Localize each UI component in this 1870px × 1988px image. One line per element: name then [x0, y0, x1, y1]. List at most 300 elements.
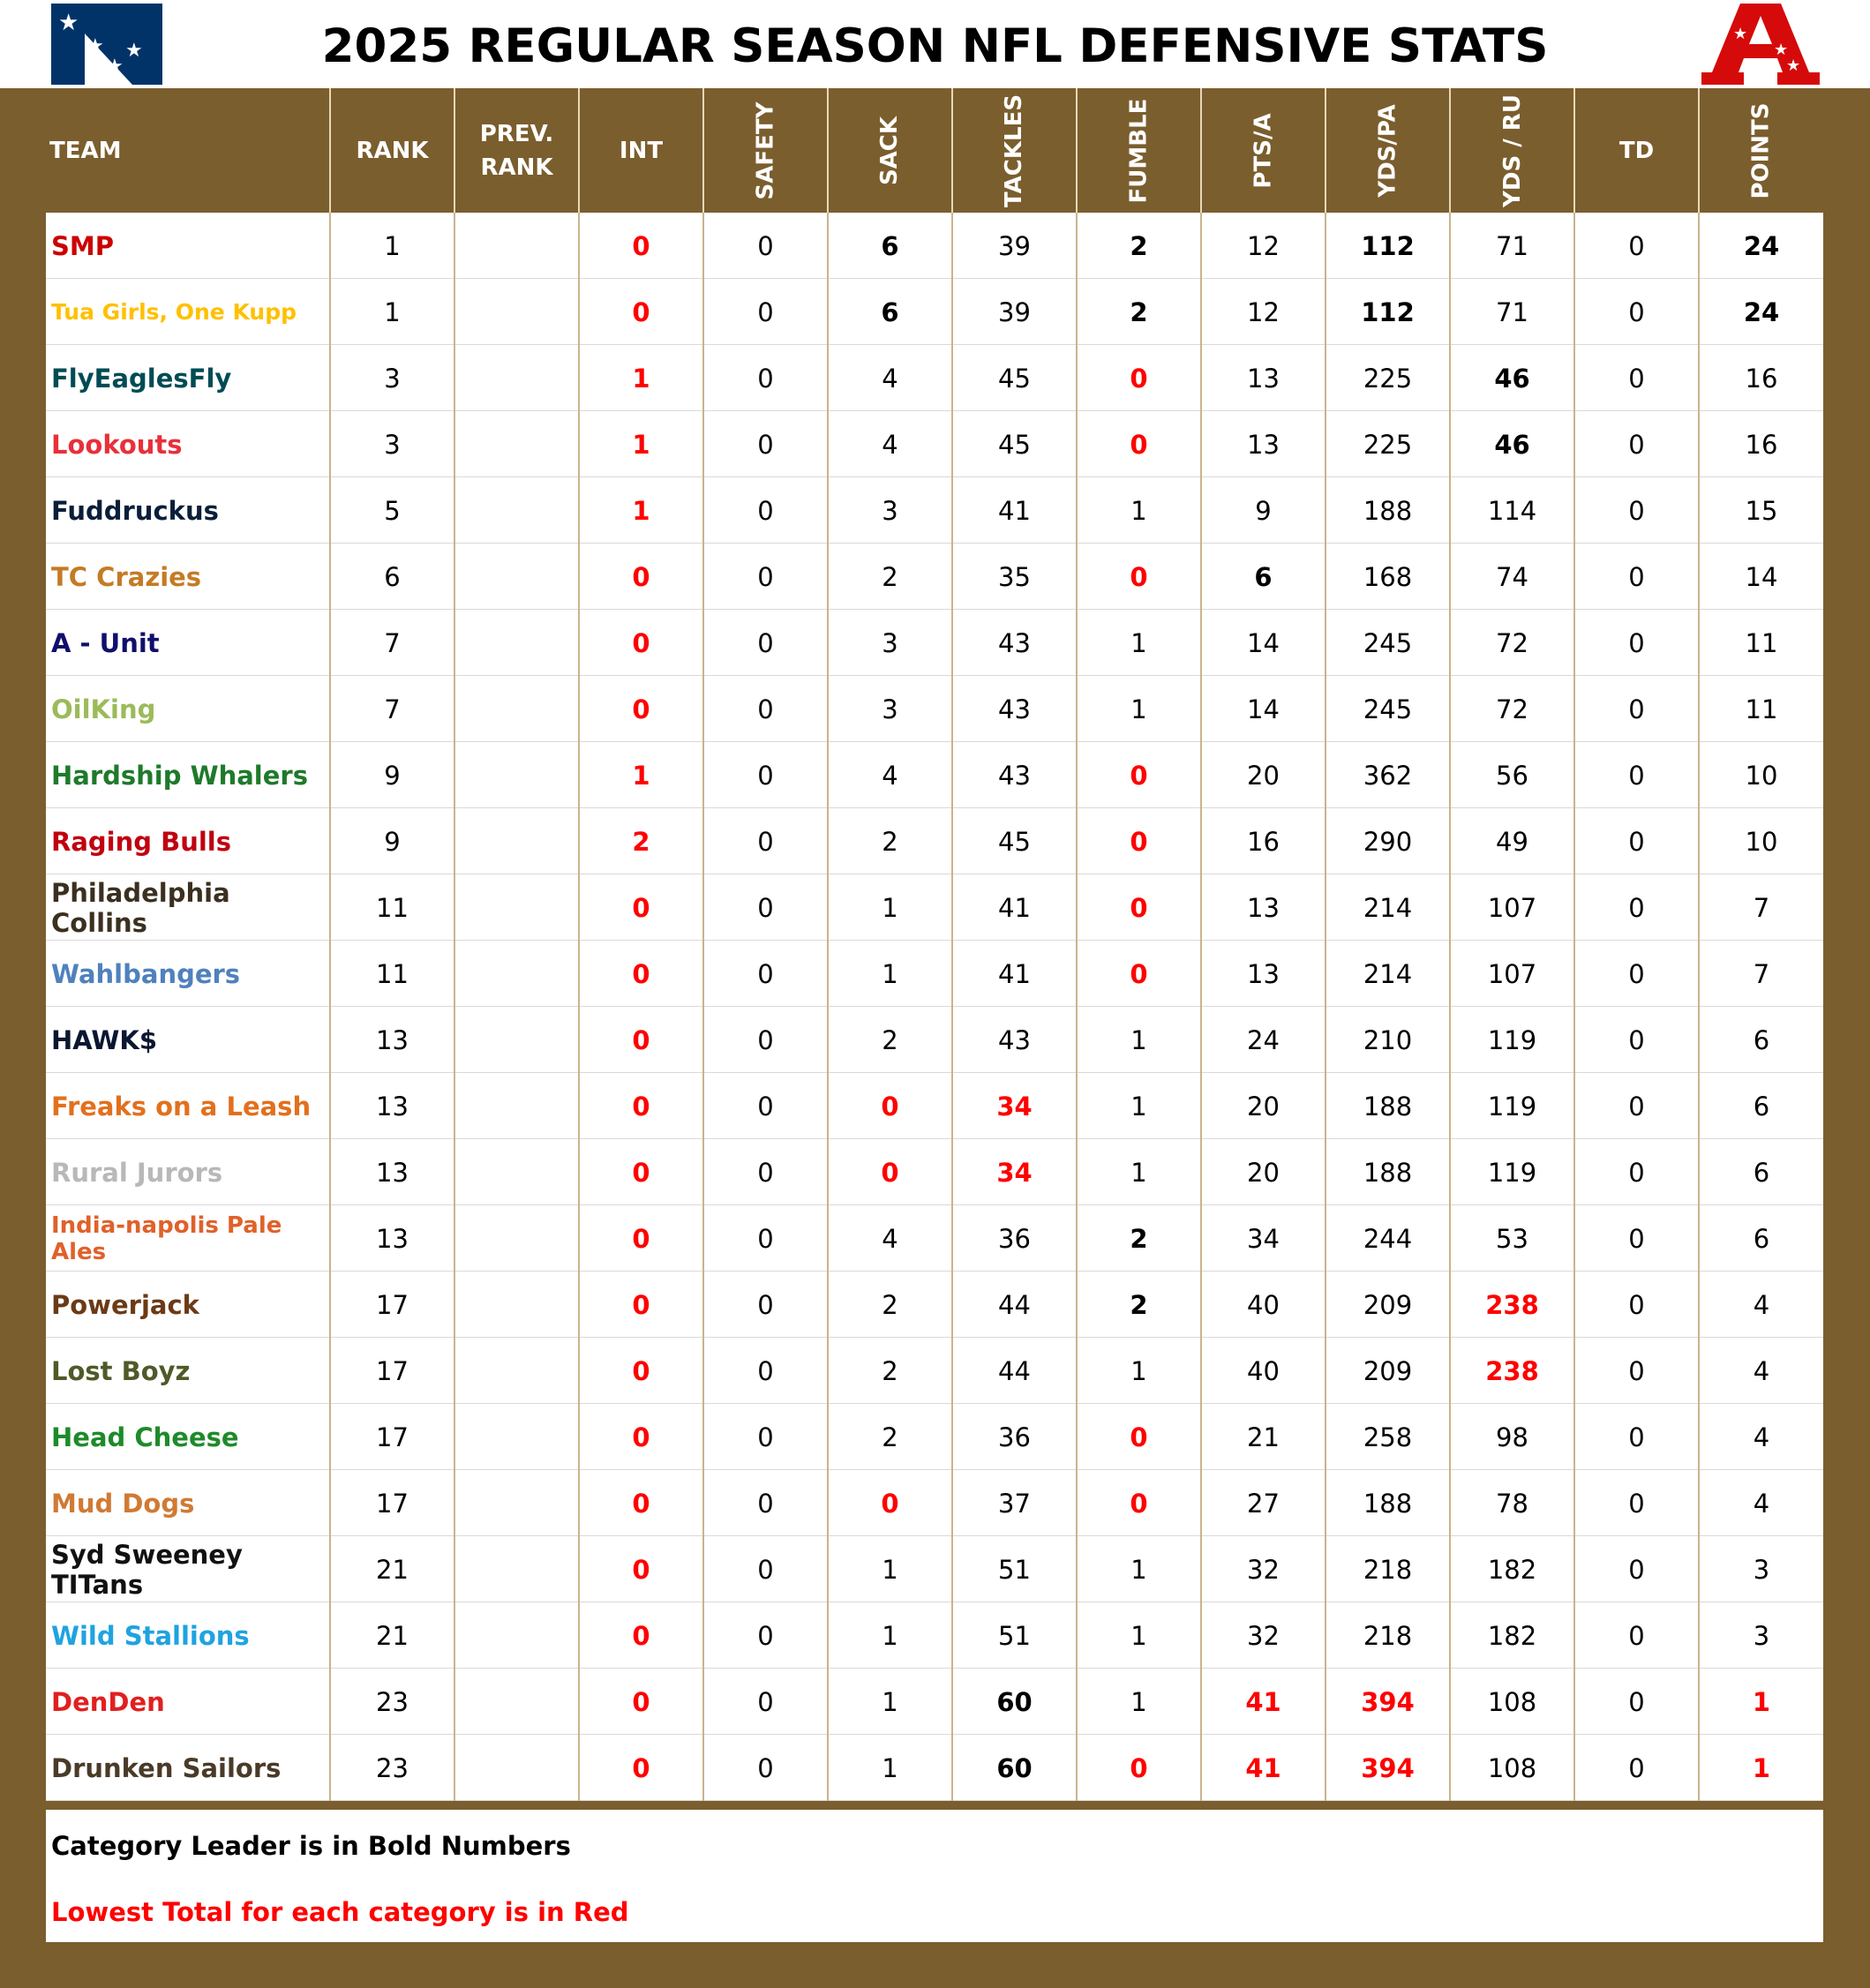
cell-int: 1	[580, 345, 704, 411]
col-safety[interactable]: SAFETY	[704, 88, 829, 213]
cell-ptsa: 13	[1202, 345, 1326, 411]
cell-int: 0	[580, 874, 704, 941]
cell-fumble: 2	[1078, 1272, 1202, 1338]
cell-ptsa: 40	[1202, 1272, 1326, 1338]
cell-fumble: 0	[1078, 345, 1202, 411]
table-body	[46, 213, 1823, 1800]
cell-sack: 1	[829, 1669, 953, 1735]
col-points[interactable]: POINTS	[1748, 101, 1775, 199]
cell-sack: 0	[829, 1139, 953, 1205]
cell-tackles: 37	[953, 1470, 1078, 1536]
cell-points: 15	[1745, 495, 1778, 526]
cell-points: 10	[1745, 760, 1778, 791]
col-td[interactable]: TD	[1575, 88, 1700, 213]
cell-td: 0	[1575, 676, 1700, 742]
cell-prev	[455, 1338, 580, 1404]
team-name: FlyEaglesFly	[46, 345, 331, 411]
cell-ptsa: 9	[1202, 477, 1326, 544]
cell-td: 0	[1575, 477, 1700, 544]
cell-sack: 2	[829, 1007, 953, 1073]
cell-safety: 0	[704, 808, 829, 874]
cell-sack: 1	[829, 1536, 953, 1602]
cell-ydsru: 71	[1451, 213, 1575, 279]
legend-footer	[46, 1810, 1823, 1942]
team-name: Head Cheese	[46, 1404, 331, 1470]
cell-td: 0	[1575, 1007, 1700, 1073]
cell-prev	[455, 874, 580, 941]
cell-fumble: 0	[1078, 1404, 1202, 1470]
cell-prev	[455, 610, 580, 676]
cell-safety: 0	[704, 1073, 829, 1139]
cell-int: 0	[580, 1007, 704, 1073]
cell-td: 0	[1575, 544, 1700, 610]
cell-td: 0	[1575, 1404, 1700, 1470]
table-header	[46, 88, 1823, 213]
cell-td: 0	[1575, 1338, 1700, 1404]
cell-tackles: 51	[953, 1536, 1078, 1602]
cell-ydsru: 108	[1451, 1735, 1575, 1801]
cell-points: 4	[1753, 1355, 1770, 1386]
table-row[interactable]	[46, 742, 1823, 808]
cell-fumble: 1	[1078, 1338, 1202, 1404]
cell-prev	[455, 544, 580, 610]
cell-prev	[455, 279, 580, 345]
cell-prev	[455, 1735, 580, 1801]
col-pts-a[interactable]: PTS/A	[1202, 88, 1326, 213]
cell-td: 0	[1575, 742, 1700, 808]
cell-td: 0	[1575, 279, 1700, 345]
cell-tackles: 35	[953, 544, 1078, 610]
cell-tackles: 39	[953, 213, 1078, 279]
cell-rank: 17	[331, 1470, 455, 1536]
cell-ptsa: 16	[1202, 808, 1326, 874]
table-row[interactable]	[46, 676, 1823, 742]
svg-text:★: ★	[1774, 41, 1789, 59]
cell-fumble: 1	[1078, 477, 1202, 544]
svg-text:★: ★	[125, 40, 143, 62]
cell-ptsa: 34	[1202, 1205, 1326, 1272]
cell-prev	[455, 411, 580, 477]
cell-rank: 9	[331, 808, 455, 874]
cell-ydspa: 394	[1326, 1669, 1451, 1735]
table-row[interactable]	[46, 1205, 1823, 1272]
cell-int: 0	[580, 1139, 704, 1205]
header	[0, 0, 1870, 88]
team-name: A - Unit	[46, 610, 331, 676]
team-name: Mud Dogs	[46, 1470, 331, 1536]
svg-text:★: ★	[86, 35, 104, 57]
cell-ptsa: 24	[1202, 1007, 1326, 1073]
cell-points: 24	[1743, 296, 1780, 327]
red-legend-note: Lowest Total for each category is in Red	[51, 1897, 629, 1927]
cell-points: 6	[1753, 1024, 1770, 1055]
svg-text:★: ★	[1733, 25, 1748, 43]
cell-sack: 3	[829, 676, 953, 742]
cell-tackles: 45	[953, 808, 1078, 874]
cell-tackles: 60	[953, 1669, 1078, 1735]
cell-safety: 0	[704, 1338, 829, 1404]
svg-text:★: ★	[1786, 56, 1801, 75]
cell-fumble: 0	[1078, 742, 1202, 808]
table-row[interactable]	[46, 808, 1823, 874]
cell-ydspa: 214	[1326, 874, 1451, 941]
cell-prev	[455, 213, 580, 279]
cell-ptsa: 20	[1202, 1139, 1326, 1205]
cell-tackles: 41	[953, 874, 1078, 941]
cell-ptsa: 13	[1202, 941, 1326, 1007]
team-name: TC Crazies	[46, 544, 331, 610]
cell-ydspa: 362	[1326, 742, 1451, 808]
cell-sack: 1	[829, 941, 953, 1007]
cell-rank: 5	[331, 477, 455, 544]
cell-int: 0	[580, 1735, 704, 1801]
cell-rank: 1	[331, 279, 455, 345]
afc-logo-icon	[1701, 4, 1820, 85]
cell-int: 0	[580, 279, 704, 345]
cell-rank: 23	[331, 1669, 455, 1735]
cell-int: 0	[580, 1404, 704, 1470]
cell-safety: 0	[704, 1735, 829, 1801]
cell-td: 0	[1575, 1073, 1700, 1139]
table-row[interactable]	[46, 213, 1823, 279]
cell-ydsru: 182	[1451, 1536, 1575, 1602]
cell-ydsru: 98	[1451, 1404, 1575, 1470]
cell-ydsru: 56	[1451, 742, 1575, 808]
cell-sack: 2	[829, 1404, 953, 1470]
cell-ydspa: 245	[1326, 676, 1451, 742]
cell-ydspa: 214	[1326, 941, 1451, 1007]
cell-sack: 0	[829, 1073, 953, 1139]
cell-ptsa: 21	[1202, 1404, 1326, 1470]
team-name: OilKing	[46, 676, 331, 742]
cell-ydspa: 218	[1326, 1602, 1451, 1669]
table-row[interactable]	[46, 1073, 1823, 1139]
cell-points: 16	[1745, 429, 1778, 460]
col-int[interactable]: INT	[580, 88, 704, 213]
cell-rank: 11	[331, 941, 455, 1007]
cell-points: 4	[1753, 1422, 1770, 1452]
cell-tackles: 41	[953, 941, 1078, 1007]
cell-prev	[455, 1404, 580, 1470]
cell-sack: 4	[829, 345, 953, 411]
table-row[interactable]	[46, 1536, 1823, 1602]
cell-tackles: 34	[953, 1073, 1078, 1139]
cell-int: 0	[580, 1470, 704, 1536]
cell-tackles: 39	[953, 279, 1078, 345]
cell-safety: 0	[704, 742, 829, 808]
cell-prev	[455, 1536, 580, 1602]
table-row[interactable]	[46, 941, 1823, 1007]
team-name: Raging Bulls	[46, 808, 331, 874]
cell-prev	[455, 345, 580, 411]
cell-td: 0	[1575, 1205, 1700, 1272]
cell-prev	[455, 1007, 580, 1073]
team-name: DenDen	[46, 1669, 331, 1735]
cell-td: 0	[1575, 874, 1700, 941]
cell-points: 11	[1745, 627, 1778, 658]
cell-fumble: 0	[1078, 941, 1202, 1007]
cell-tackles: 51	[953, 1602, 1078, 1669]
cell-ydsru: 182	[1451, 1602, 1575, 1669]
col-yds-ru[interactable]: YDS / RU	[1451, 88, 1575, 213]
bold-legend-note: Category Leader is in Bold Numbers	[51, 1831, 571, 1861]
team-name: Lost Boyz	[46, 1338, 331, 1404]
cell-tackles: 60	[953, 1735, 1078, 1801]
cell-int: 0	[580, 1205, 704, 1272]
cell-td: 0	[1575, 1139, 1700, 1205]
cell-ydspa: 218	[1326, 1536, 1451, 1602]
table-row[interactable]	[46, 1007, 1823, 1073]
team-name: Wild Stallions	[46, 1602, 331, 1669]
cell-rank: 1	[331, 213, 455, 279]
cell-rank: 13	[331, 1139, 455, 1205]
cell-td: 0	[1575, 941, 1700, 1007]
cell-ydspa: 112	[1326, 213, 1451, 279]
cell-ydsru: 108	[1451, 1669, 1575, 1735]
cell-ptsa: 32	[1202, 1602, 1326, 1669]
table-row[interactable]	[46, 1602, 1823, 1669]
team-name: Lookouts	[46, 411, 331, 477]
cell-int: 0	[580, 941, 704, 1007]
cell-ydsru: 78	[1451, 1470, 1575, 1536]
cell-rank: 23	[331, 1735, 455, 1801]
cell-fumble: 1	[1078, 1602, 1202, 1669]
cell-tackles: 44	[953, 1338, 1078, 1404]
cell-points: 7	[1753, 892, 1770, 923]
cell-int: 0	[580, 610, 704, 676]
cell-fumble: 0	[1078, 544, 1202, 610]
cell-ptsa: 41	[1202, 1669, 1326, 1735]
cell-points: 10	[1745, 826, 1778, 857]
cell-td: 0	[1575, 411, 1700, 477]
team-name: Fuddruckus	[46, 477, 331, 544]
cell-ptsa: 20	[1202, 742, 1326, 808]
table-row[interactable]	[46, 1338, 1823, 1404]
team-name: Rural Jurors	[46, 1139, 331, 1205]
cell-ydsru: 49	[1451, 808, 1575, 874]
cell-ptsa: 14	[1202, 610, 1326, 676]
cell-tackles: 36	[953, 1404, 1078, 1470]
cell-points: 4	[1753, 1289, 1770, 1320]
cell-rank: 17	[331, 1272, 455, 1338]
cell-prev	[455, 1602, 580, 1669]
cell-safety: 0	[704, 1139, 829, 1205]
team-name: Hardship Whalers	[46, 742, 331, 808]
cell-ydspa: 209	[1326, 1272, 1451, 1338]
cell-fumble: 0	[1078, 1735, 1202, 1801]
cell-int: 0	[580, 1536, 704, 1602]
cell-prev	[455, 1205, 580, 1272]
cell-ydsru: 46	[1451, 411, 1575, 477]
table-row[interactable]	[46, 1139, 1823, 1205]
cell-td: 0	[1575, 1602, 1700, 1669]
cell-sack: 3	[829, 610, 953, 676]
team-name: Freaks on a Leash	[46, 1073, 331, 1139]
cell-int: 0	[580, 1602, 704, 1669]
table-row[interactable]	[46, 874, 1823, 941]
cell-ptsa: 12	[1202, 279, 1326, 345]
team-name: India-napolis Pale Ales	[46, 1205, 331, 1272]
cell-ydsru: 119	[1451, 1073, 1575, 1139]
cell-ptsa: 6	[1202, 544, 1326, 610]
cell-safety: 0	[704, 941, 829, 1007]
cell-td: 0	[1575, 1669, 1700, 1735]
table-row[interactable]	[46, 411, 1823, 477]
cell-sack: 3	[829, 477, 953, 544]
cell-sack: 4	[829, 742, 953, 808]
cell-rank: 7	[331, 610, 455, 676]
table-row[interactable]	[46, 345, 1823, 411]
cell-ydspa: 188	[1326, 1073, 1451, 1139]
cell-points: 4	[1753, 1488, 1770, 1519]
cell-prev	[455, 742, 580, 808]
table-row[interactable]	[46, 477, 1823, 544]
cell-prev	[455, 477, 580, 544]
cell-points: 6	[1753, 1223, 1770, 1254]
cell-ydspa: 258	[1326, 1404, 1451, 1470]
cell-td: 0	[1575, 1735, 1700, 1801]
cell-prev	[455, 1470, 580, 1536]
col-sack[interactable]: SACK	[829, 88, 953, 213]
cell-td: 0	[1575, 808, 1700, 874]
cell-td: 0	[1575, 1470, 1700, 1536]
cell-fumble: 1	[1078, 1139, 1202, 1205]
cell-ydsru: 46	[1451, 345, 1575, 411]
cell-fumble: 1	[1078, 1073, 1202, 1139]
cell-safety: 0	[704, 477, 829, 544]
col-rank[interactable]: RANK	[331, 88, 455, 213]
cell-points: 24	[1743, 230, 1780, 261]
cell-fumble: 2	[1078, 279, 1202, 345]
cell-rank: 9	[331, 742, 455, 808]
cell-safety: 0	[704, 213, 829, 279]
cell-rank: 21	[331, 1536, 455, 1602]
cell-int: 0	[580, 1073, 704, 1139]
cell-ptsa: 20	[1202, 1073, 1326, 1139]
cell-fumble: 1	[1078, 610, 1202, 676]
table-row[interactable]	[46, 610, 1823, 676]
table-row[interactable]	[46, 1470, 1823, 1536]
team-name: HAWK$	[46, 1007, 331, 1073]
cell-safety: 0	[704, 544, 829, 610]
cell-prev	[455, 1139, 580, 1205]
cell-ydspa: 188	[1326, 1139, 1451, 1205]
svg-text:★: ★	[106, 56, 124, 78]
cell-rank: 21	[331, 1602, 455, 1669]
cell-tackles: 45	[953, 411, 1078, 477]
col-fumble[interactable]: FUMBLE	[1078, 88, 1202, 213]
cell-points: 11	[1745, 694, 1778, 724]
cell-sack: 6	[829, 213, 953, 279]
cell-ydsru: 238	[1451, 1272, 1575, 1338]
cell-ydsru: 107	[1451, 941, 1575, 1007]
cell-sack: 1	[829, 1735, 953, 1801]
table-row[interactable]	[46, 279, 1823, 345]
cell-fumble: 0	[1078, 411, 1202, 477]
cell-rank: 17	[331, 1338, 455, 1404]
cell-safety: 0	[704, 345, 829, 411]
cell-tackles: 43	[953, 742, 1078, 808]
cell-safety: 0	[704, 1602, 829, 1669]
cell-points: 6	[1753, 1091, 1770, 1122]
cell-fumble: 1	[1078, 1669, 1202, 1735]
cell-ydsru: 74	[1451, 544, 1575, 610]
cell-td: 0	[1575, 213, 1700, 279]
page-title: 2025 REGULAR SEASON NFL DEFENSIVE STATS	[321, 19, 1549, 73]
table-row[interactable]	[46, 1404, 1823, 1470]
cell-int: 0	[580, 213, 704, 279]
cell-ydsru: 72	[1451, 676, 1575, 742]
table-row[interactable]	[46, 544, 1823, 610]
cell-int: 0	[580, 1272, 704, 1338]
table-row[interactable]	[46, 1272, 1823, 1338]
cell-safety: 0	[704, 1404, 829, 1470]
cell-points: 1	[1752, 1686, 1771, 1717]
cell-sack: 1	[829, 1602, 953, 1669]
col-prev-rank[interactable]: PREV. RANK	[455, 88, 580, 213]
cell-safety: 0	[704, 1470, 829, 1536]
cell-fumble: 1	[1078, 676, 1202, 742]
cell-prev	[455, 676, 580, 742]
cell-rank: 13	[331, 1007, 455, 1073]
cell-rank: 6	[331, 544, 455, 610]
cell-safety: 0	[704, 1669, 829, 1735]
team-name: Tua Girls, One Kupp	[46, 279, 331, 345]
cell-ydspa: 245	[1326, 610, 1451, 676]
cell-td: 0	[1575, 345, 1700, 411]
cell-fumble: 1	[1078, 1007, 1202, 1073]
cell-ydspa: 112	[1326, 279, 1451, 345]
cell-fumble: 2	[1078, 1205, 1202, 1272]
table-row[interactable]	[46, 1735, 1823, 1801]
team-name: Powerjack	[46, 1272, 331, 1338]
cell-tackles: 34	[953, 1139, 1078, 1205]
cell-ptsa: 14	[1202, 676, 1326, 742]
cell-sack: 0	[829, 1470, 953, 1536]
cell-ydspa: 210	[1326, 1007, 1451, 1073]
cell-safety: 0	[704, 676, 829, 742]
cell-ydsru: 107	[1451, 874, 1575, 941]
col-tackles[interactable]: TACKLES	[953, 88, 1078, 213]
cell-safety: 0	[704, 610, 829, 676]
cell-rank: 13	[331, 1073, 455, 1139]
cell-tackles: 43	[953, 610, 1078, 676]
cell-fumble: 1	[1078, 1536, 1202, 1602]
table-row[interactable]	[46, 1669, 1823, 1735]
svg-text:★: ★	[58, 10, 79, 36]
col-team[interactable]: TEAM	[46, 88, 331, 213]
cell-rank: 17	[331, 1404, 455, 1470]
cell-ydsru: 72	[1451, 610, 1575, 676]
col-yds-pa[interactable]: YDS/PA	[1326, 88, 1451, 213]
cell-int: 0	[580, 1669, 704, 1735]
team-name: Syd Sweeney TITans	[46, 1536, 331, 1602]
cell-safety: 0	[704, 1007, 829, 1073]
cell-prev	[455, 808, 580, 874]
cell-fumble: 0	[1078, 808, 1202, 874]
team-name: Philadelphia Collins	[46, 874, 331, 941]
cell-ydsru: 119	[1451, 1007, 1575, 1073]
cell-ydspa: 394	[1326, 1735, 1451, 1801]
cell-int: 1	[580, 411, 704, 477]
cell-safety: 0	[704, 874, 829, 941]
cell-ptsa: 41	[1202, 1735, 1326, 1801]
cell-int: 0	[580, 676, 704, 742]
cell-int: 2	[580, 808, 704, 874]
cell-points: 1	[1752, 1752, 1771, 1783]
cell-ydspa: 290	[1326, 808, 1451, 874]
cell-safety: 0	[704, 411, 829, 477]
